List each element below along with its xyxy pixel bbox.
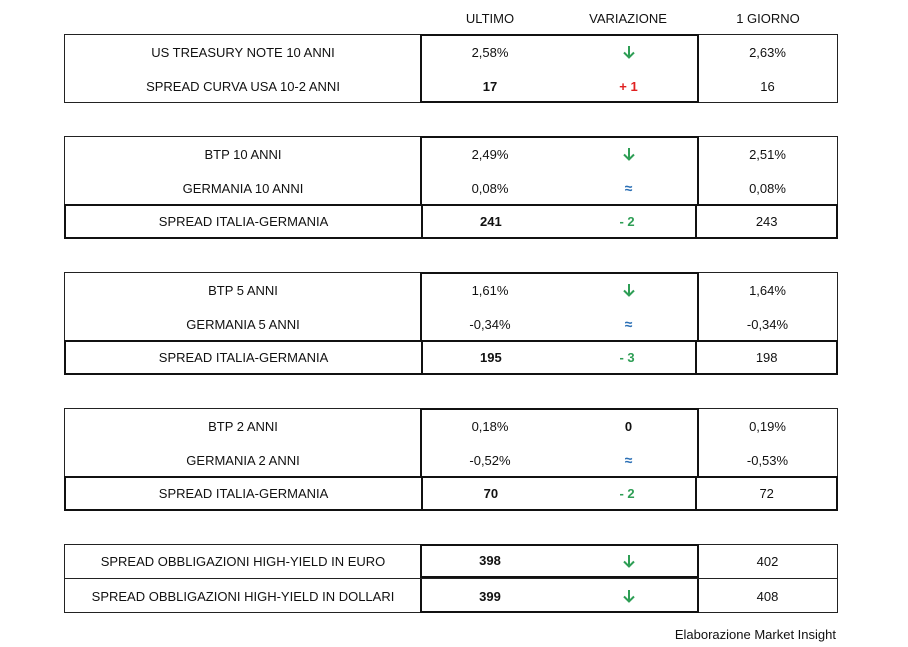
row-prev: 408: [756, 588, 779, 604]
row-change: - 3: [559, 342, 698, 373]
row-value: -0,52%: [469, 452, 511, 468]
down-arrow-icon: [622, 146, 636, 162]
row-change: [559, 579, 698, 613]
row-value: 17: [482, 78, 498, 94]
row-change: [559, 545, 698, 578]
btp-5-block: [64, 272, 838, 375]
row-prev: -0,34%: [746, 316, 789, 332]
row-label: US TREASURY NOTE 10 ANNI: [151, 44, 335, 60]
row-prev: 2,63%: [749, 44, 786, 60]
row-prev: 0,19%: [749, 418, 786, 434]
table-row: [65, 545, 837, 579]
row-prev: 1,64%: [749, 282, 786, 298]
row-prev: -0,53%: [746, 452, 789, 468]
spread-row: [64, 204, 838, 239]
table-row: [65, 579, 837, 613]
row-value: -0,34%: [469, 316, 511, 332]
header-variazione: VARIAZIONE: [589, 11, 667, 26]
table-row: [65, 273, 837, 307]
table-row: [65, 69, 837, 103]
row-label: SPREAD ITALIA-GERMANIA: [158, 214, 329, 229]
row-label: GERMANIA 10 ANNI: [182, 180, 304, 196]
row-label: SPREAD CURVA USA 10-2 ANNI: [146, 78, 340, 94]
row-change: [559, 273, 698, 307]
approx-icon: ≈: [624, 452, 633, 468]
row-label: SPREAD ITALIA-GERMANIA: [158, 350, 329, 365]
row-change: + 1: [619, 78, 638, 94]
header-1-giorno: 1 GIORNO: [736, 11, 800, 26]
approx-icon: ≈: [624, 316, 633, 332]
row-change: [559, 137, 698, 171]
source-footer: Elaborazione Market Insight: [674, 627, 836, 642]
row-value: 195: [421, 342, 559, 373]
row-value: 398: [421, 545, 559, 578]
approx-icon: ≈: [624, 180, 633, 196]
row-label: BTP 2 ANNI: [208, 418, 278, 434]
row-prev: 243: [755, 214, 778, 229]
row-label: BTP 5 ANNI: [208, 282, 278, 298]
down-arrow-icon: [622, 588, 636, 604]
row-prev: 402: [756, 554, 779, 569]
row-change: [559, 35, 698, 69]
row-value: 241: [421, 206, 559, 237]
btp-2-block: [64, 408, 838, 511]
table-row: [65, 409, 837, 443]
table-row: [65, 35, 837, 69]
row-label: SPREAD OBBLIGAZIONI HIGH-YIELD IN EURO: [100, 554, 386, 569]
down-arrow-icon: [622, 282, 636, 298]
down-arrow-icon: [622, 553, 636, 569]
row-label: GERMANIA 5 ANNI: [186, 316, 300, 332]
spread-row: [64, 476, 838, 511]
row-change: - 2: [559, 206, 698, 237]
table-row: [65, 137, 837, 171]
row-change: 0: [624, 418, 633, 434]
row-prev: 16: [760, 78, 775, 94]
row-prev: 198: [755, 350, 778, 365]
row-label: SPREAD ITALIA-GERMANIA: [158, 486, 329, 501]
row-label: GERMANIA 2 ANNI: [186, 452, 300, 468]
row-change: - 2: [559, 478, 698, 509]
down-arrow-icon: [622, 44, 636, 60]
row-prev: 72: [759, 486, 774, 501]
us-treasury-block: [64, 34, 838, 103]
table-row: [65, 171, 837, 205]
row-label: SPREAD OBBLIGAZIONI HIGH-YIELD IN DOLLARI: [91, 588, 395, 604]
row-label: BTP 10 ANNI: [204, 146, 282, 162]
row-value: 2,58%: [471, 44, 509, 60]
row-value: 1,61%: [471, 282, 509, 298]
btp-10-block: [64, 136, 838, 239]
row-prev: 2,51%: [749, 146, 786, 162]
row-prev: 0,08%: [749, 180, 786, 196]
row-value: 0,08%: [471, 180, 509, 196]
row-value: 399: [479, 588, 501, 604]
row-value: 2,49%: [471, 146, 509, 162]
row-value: 0,18%: [471, 418, 509, 434]
spread-row: [64, 340, 838, 375]
table-row: [65, 307, 837, 341]
header-ultimo: ULTIMO: [465, 11, 515, 26]
high-yield-block: [64, 544, 838, 613]
table-row: [65, 443, 837, 477]
row-value: 70: [421, 478, 559, 509]
